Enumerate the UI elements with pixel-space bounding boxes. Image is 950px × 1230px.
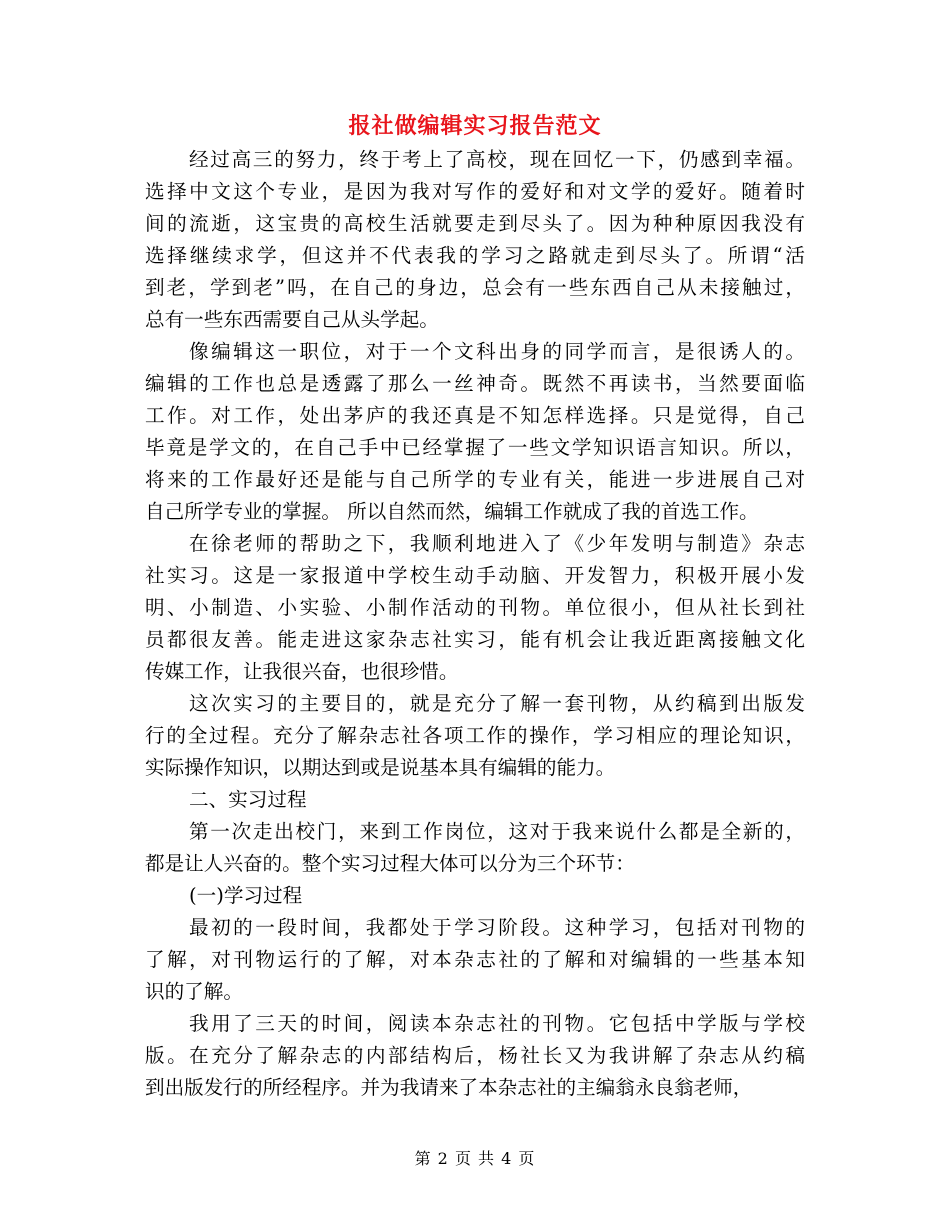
paragraph-line: 我用了三天的时间，阅读本杂志社的刊物。它包括中学版与学校: [189, 1012, 805, 1035]
paragraph-line: (一)学习过程: [189, 884, 303, 907]
page-footer: 第 2 页 共 4 页: [414, 1149, 536, 1168]
paragraph-line: 自己所学专业的掌握。 所以自然而然，编辑工作就成了我的首选工作。: [145, 500, 759, 523]
paragraph: [145, 336, 805, 528]
paragraph: [145, 528, 805, 688]
document-body: [145, 144, 805, 1104]
paragraph-line: 了解，对刊物运行的了解，对本杂志社的了解和对编辑的一些基本知: [145, 948, 805, 971]
paragraph-line: 毕竟是学文的，在自己手中已经掌握了一些文学知识语言知识。所以，: [145, 436, 805, 459]
paragraph-line: 将来的工作最好还是能与自己所学的专业有关，能进一步进展自己对: [145, 468, 805, 491]
paragraph-line: 员都很友善。能走进这家杂志社实习，能有机会让我近距离接触文化: [145, 628, 805, 651]
document-title: 报社做编辑实习报告范文: [348, 113, 602, 139]
paragraph: [145, 784, 805, 816]
paragraph: [145, 144, 805, 336]
paragraph-line: 编辑的工作也总是透露了那么一丝神奇。既然不再读书，当然要面临: [145, 372, 805, 395]
paragraph: [145, 816, 805, 880]
paragraph-line: 间的流逝，这宝贵的高校生活就要走到尽头了。因为种种原因我没有: [145, 212, 805, 235]
paragraph: [145, 880, 805, 912]
paragraph-line: 到老，学到老”吗，在自己的身边，总会有一些东西自己从未接触过，: [145, 276, 805, 299]
paragraph-line: 二、实习过程: [189, 788, 307, 811]
paragraph: [145, 1008, 805, 1104]
paragraph-line: 版。在充分了解杂志的内部结构后，杨社长又为我讲解了杂志从约稿: [145, 1044, 805, 1067]
paragraph-line: 最初的一段时间，我都处于学习阶段。这种学习，包括对刊物的: [189, 916, 805, 939]
paragraph-line: 在徐老师的帮助之下，我顺利地进入了《少年发明与制造》杂志: [189, 532, 805, 555]
paragraph-line: 总有一些东西需要自己从头学起。: [145, 308, 439, 331]
paragraph-line: 社实习。这是一家报道中学校生动手动脑、开发智力，积极开展小发: [145, 564, 805, 587]
paragraph-line: 经过高三的努力，终于考上了高校，现在回忆一下，仍感到幸福。: [189, 148, 805, 171]
paragraph-line: 第一次走出校门，来到工作岗位，这对于我来说什么都是全新的，: [189, 820, 805, 843]
paragraph-line: 工作。对工作，处出茅庐的我还真是不知怎样选择。只是觉得，自己: [145, 404, 805, 427]
paragraph-line: 实际操作知识，以期达到或是说基本具有编辑的能力。: [145, 756, 616, 779]
paragraph-line: 识的了解。: [145, 980, 243, 1003]
paragraph: [145, 688, 805, 784]
paragraph-line: 明、小制造、小实验、小制作活动的刊物。单位很小，但从社长到社: [145, 596, 805, 619]
paragraph-line: 传媒工作，让我很兴奋，也很珍惜。: [145, 660, 459, 683]
paragraph-line: 像编辑这一职位，对于一个文科出身的同学而言，是很诱人的。: [189, 340, 805, 363]
paragraph-line: 选择继续求学，但这并不代表我的学习之路就走到尽头了。所谓“活: [145, 244, 805, 267]
paragraph-line: 行的全过程。充分了解杂志社各项工作的操作，学习相应的理论知识，: [145, 724, 805, 747]
paragraph-line: 到出版发行的所经程序。并为我请来了本杂志社的主编翁永良翁老师，: [145, 1076, 753, 1099]
paragraph: [145, 912, 805, 1008]
paragraph-line: 都是让人兴奋的。整个实习过程大体可以分为三个环节：: [145, 852, 635, 875]
paragraph-line: 这次实习的主要目的，就是充分了解一套刊物，从约稿到出版发: [189, 692, 805, 715]
paragraph-line: 选择中文这个专业，是因为我对写作的爱好和对文学的爱好。随着时: [145, 180, 805, 203]
